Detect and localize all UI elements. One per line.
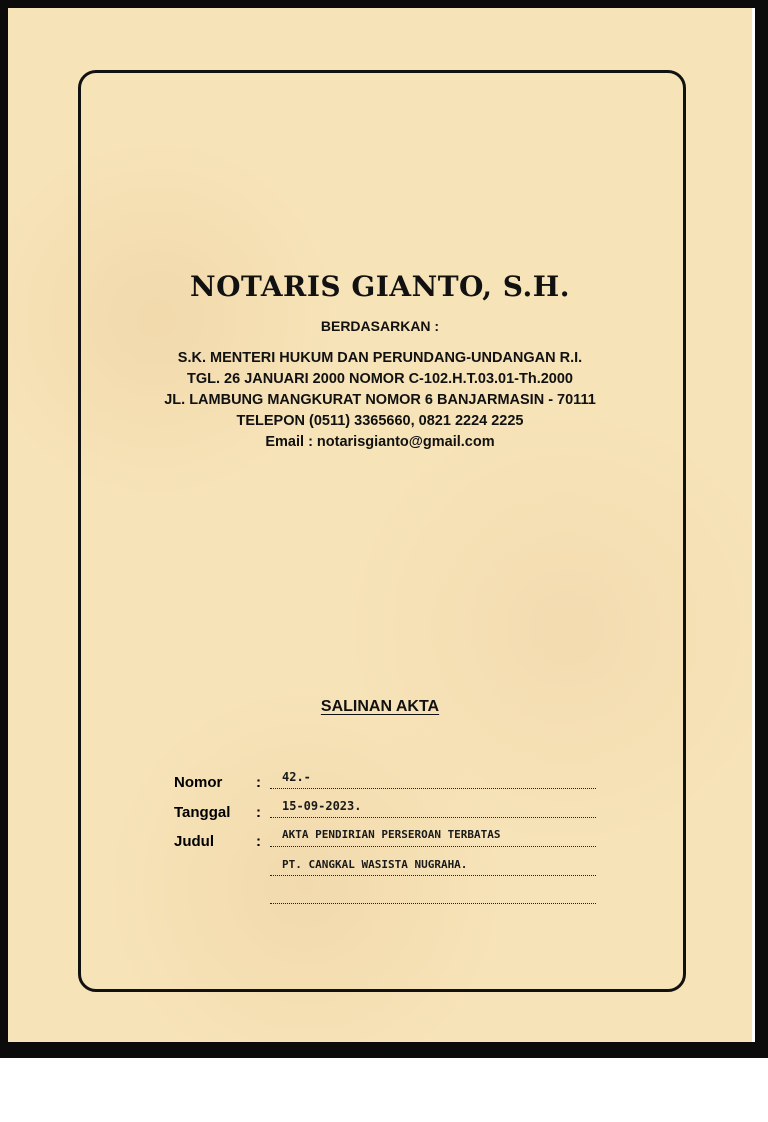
phone-line: TELEPON (0511) 3365660, 0821 2224 2225 [236,413,524,429]
judul-dotted-line-1 [270,846,596,847]
basis-heading: BERDASARKAN : [320,318,440,334]
tanggal-colon: : [256,804,261,821]
judul-value-line2: PT. CANGKAL WASISTA NUGRAHA. [282,858,468,871]
document-page [8,8,755,1042]
email-line: Email : notarisgianto@gmail.com [265,434,495,450]
judul-dotted-line-2 [270,875,596,876]
decree-date-line: TGL. 26 JANUARI 2000 NOMOR C-102.H.T.03.01-Th.2000 [187,371,573,387]
tanggal-value: 15-09-2023. [282,799,362,813]
tanggal-dotted-line [270,817,596,818]
address-line: JL. LAMBUNG MANGKURAT NOMOR 6 BANJARMASIN - 70111 [164,392,596,408]
decree-line: S.K. MENTERI HUKUM DAN PERUNDANG-UNDANGAN R.I. [177,350,583,366]
judul-label: Judul [174,833,214,850]
notary-title: NOTARIS GIANTO, S.H. [190,270,570,303]
nomor-label: Nomor [174,774,223,791]
judul-colon: : [256,833,261,850]
judul-dotted-line-3 [270,903,596,904]
document-type-heading: SALINAN AKTA [320,698,440,715]
tanggal-label: Tanggal [174,804,231,821]
nomor-dotted-line [270,788,596,789]
page-border [78,70,686,992]
judul-value-line1: AKTA PENDIRIAN PERSEROAN TERBATAS [282,828,501,841]
nomor-value: 42.- [282,770,311,784]
nomor-colon: : [256,774,261,791]
